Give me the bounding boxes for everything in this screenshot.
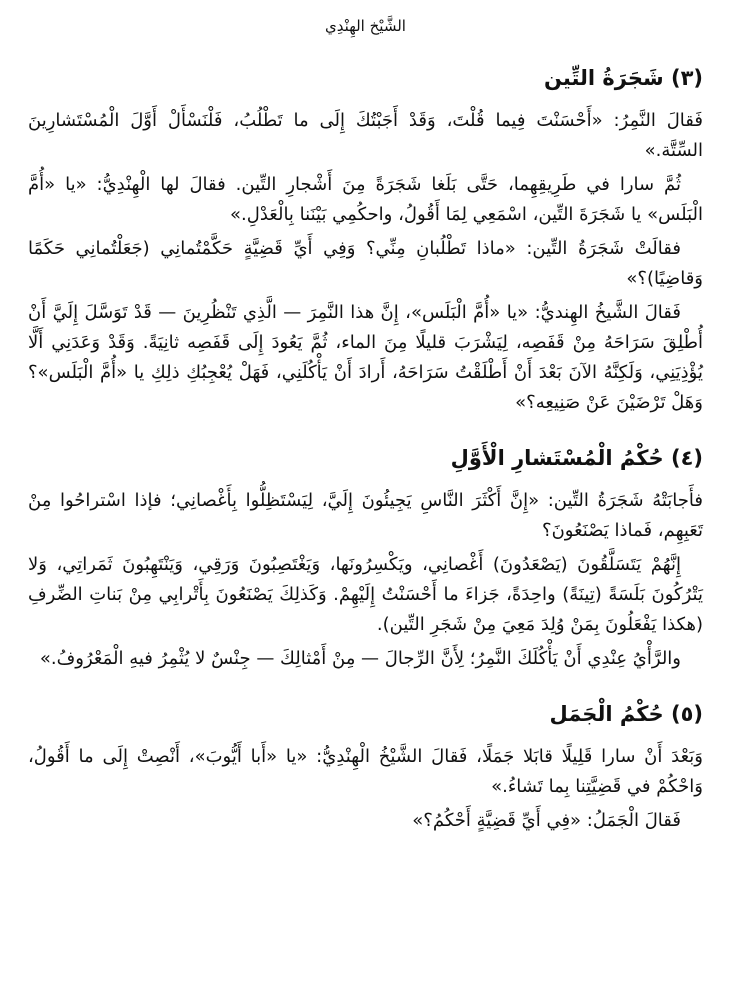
- section-camel-judgment: [28, 698, 703, 836]
- section-title: (٣) شَجَرَةُ التِّين: [543, 66, 703, 90]
- paragraph: فَقالَ الْجَمَلُ: «فِي أَيِّ قَضِيَّةٍ أَحْكُمُ؟»: [412, 810, 681, 831]
- paragraph: فقالَتْ شَجَرَةُ التِّين: «ماذا تَطْلُبانِ مِنِّي؟ وَفِي أَيِّ قَضِيَّةٍ حَكَّمْتُمانِي (جَعَلْتُمانِي حَكَمًا وَقاضِيًا)؟»: [28, 238, 703, 289]
- paragraph: فأَجابَتْهُ شَجَرَةُ التِّين: «إِنَّ أَكْثَرَ النَّاسِ يَجِيئُونَ إِلَيَّ، لِيَسْتَظِلُّوا بِأَغْصانِي؛ فإذا اسْتراحُوا مِنْ تَعَبِهِم، فَماذا يَصْنَعُونَ؟: [28, 490, 703, 541]
- paragraph: إِنَّهُمْ يَتَسَلَّقُونَ (يَصْعَدُونَ) أَغْصانِي، ويَكْسِرُونَها، وَيَغْتَصِبُونَ وَرَقِي، وَيَنْتَهِبُونَ ثَمَراتِي، وَلا يَتْرُكُونَ بَلَسَةً (تِينَةً) واحِدَةً، جَزاءَ ما أَحْسَنْتُ إِلَيْهِمْ. وَكَذلِكَ يَصْنَعُونَ بِأَتْرابِي مِنْ بَناتِ الضِّرفِ (هكذا يَفْعَلُونَ بِمَنْ وُلِدَ مَعِيَ مِنْ شَجَرِ التِّين).: [28, 554, 703, 635]
- paragraph: والرَّأْيُ عِنْدِي أَنْ يَأْكُلَكَ النَّمِرُ؛ لِأَنَّ الرِّجالَ — مِنْ أَمْثالِكَ — جِنْسٌ لا يُثْمِرُ فيهِ الْمَعْرُوفُ.»: [39, 648, 681, 669]
- paragraph: وَبَعْدَ أَنْ سارا قَلِيلًا قابَلا جَمَلًا، فَقالَ الشَّيْخُ الْهِنْدِيُّ: «يا «أَبا أَيُّوبَ»، أَنْصِتْ إِلَى ما أَقُولُ، وَاحْكُمْ في قَضِيَّتِنا بِما تَشاءُ.»: [28, 746, 703, 797]
- section-fig-tree: [28, 62, 703, 418]
- paragraph: فَقالَ النَّمِرُ: «أَحْسَنْتَ فِيما قُلْتَ، وَقَدْ أَجَبْتُكَ إِلَى ما تَطْلُبُ، فَلْنَسْأَلْ أَوَّلَ الْمُسْتَشارِينَ السِّتَّة.»: [28, 110, 703, 161]
- section-title: (٤) حُكْمُ الْمُسْتَشارِ الْأَوَّلِ: [450, 446, 703, 470]
- section-first-counselor-judgment: [28, 442, 703, 674]
- running-header: الشَّيْخ الهِنْدِي: [325, 17, 406, 35]
- section-title: (٥) حُكْمُ الْجَمَل: [549, 702, 703, 726]
- paragraph: فَقالَ الشَّيخُ الهِنديُّ: «يا «أُمَّ الْبَلَس»، إِنَّ هذا النَّمِرَ — الَّذِي تَنْظُرِينَ — قَدْ تَوَسَّلَ إِلَيَّ أَنْ أُطْلِقَ سَرَاحَهُ مِنْ قَفَصِه، لِيَشْرَبَ قليلًا مِنَ الماء، ثُمَّ يَعُودَ إِلَى قَفَصِه ثانِيَةً. وَقَدْ وَعَدَنِي أَلَّا يُؤْذِيَنِي، وَلَكِنَّهُ الآنَ بَعْدَ أَنْ أَطْلَقْتُ سَرَاحَهُ، أَرادَ أَنْ يَأْكُلَنِي، فَهَلْ يُعْجِبُكِ ذلِكِ يا «أُمَّ الْبَلَس»؟ وَهَلْ تَرْضَيْنَ عَنْ صَنِيعِه؟»: [28, 302, 703, 413]
- paragraph: ثُمَّ سارا في طَرِيقِهِما، حَتَّى بَلَغا شَجَرَةً مِنَ أَشْجارِ التِّين. فقالَ لها الْهِنْدِيُّ: «يا «أُمَّ الْبَلَس» يا شَجَرَةَ التِّين، اسْمَعِي لِمَا أَقُولُ، واحكُمِي بَيْنَنا بِالْعَدْلِ.»: [28, 174, 703, 225]
